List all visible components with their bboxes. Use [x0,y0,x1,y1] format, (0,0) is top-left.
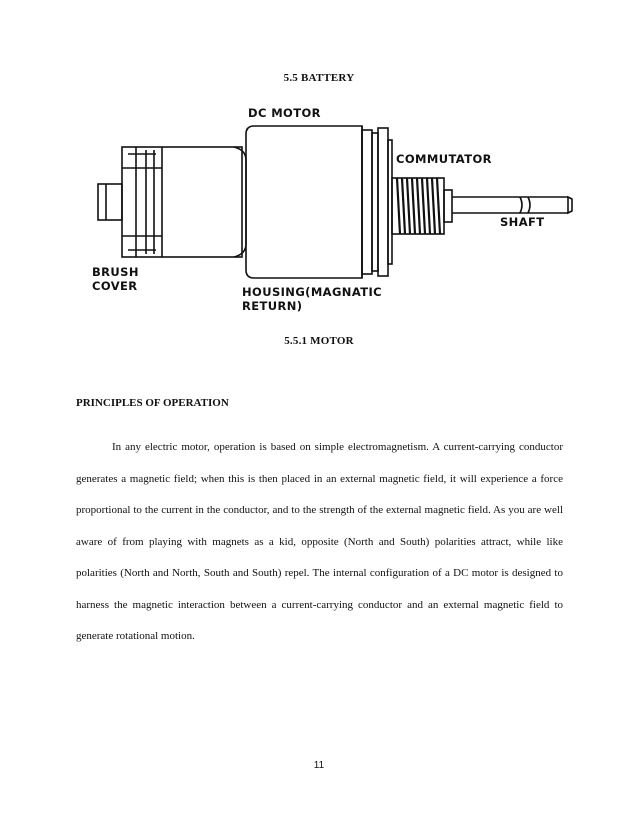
commutator-part [392,178,452,234]
brush-cover-label-line2: COVER [92,279,138,293]
body-paragraph: In any electric motor, operation is based on simple electromagnetism. A current-carrying conductor generates a magnetic field; when this is then placed in an external magnetic field, it will experience a force proportional to the current in the conductor, and to the strength of the external magnetic field. As you are well aware of from playing with magnets as a kid, opposite (North and South) polarities attract, while like polarities (North and North, South and South) repel. The internal configuration of a DC motor is designed to harness the magnetic interaction between a current-carrying conductor and an external magnetic field to generate rotational motion. [76,441,563,642]
section-title: 5.5 BATTERY [283,72,355,84]
shaft-label: SHAFT [500,215,545,229]
brush-cover-part [98,147,246,257]
dc-motor-diagram [0,0,638,340]
brush-cover-label-line1: BRUSH [92,265,139,279]
housing-part [246,126,392,278]
housing-label-line2: RETURN) [242,299,303,313]
shaft-part [452,197,572,213]
dc-motor-label: DC MOTOR [248,106,321,120]
page-number: 11 [313,760,325,771]
figure-caption: 5.5.1 MOTOR [284,335,354,347]
housing-label-line1: HOUSING(MAGNATIC [242,285,382,299]
commutator-label: COMMUTATOR [396,152,492,166]
section-subheading: PRINCIPLES OF OPERATION [76,397,229,409]
